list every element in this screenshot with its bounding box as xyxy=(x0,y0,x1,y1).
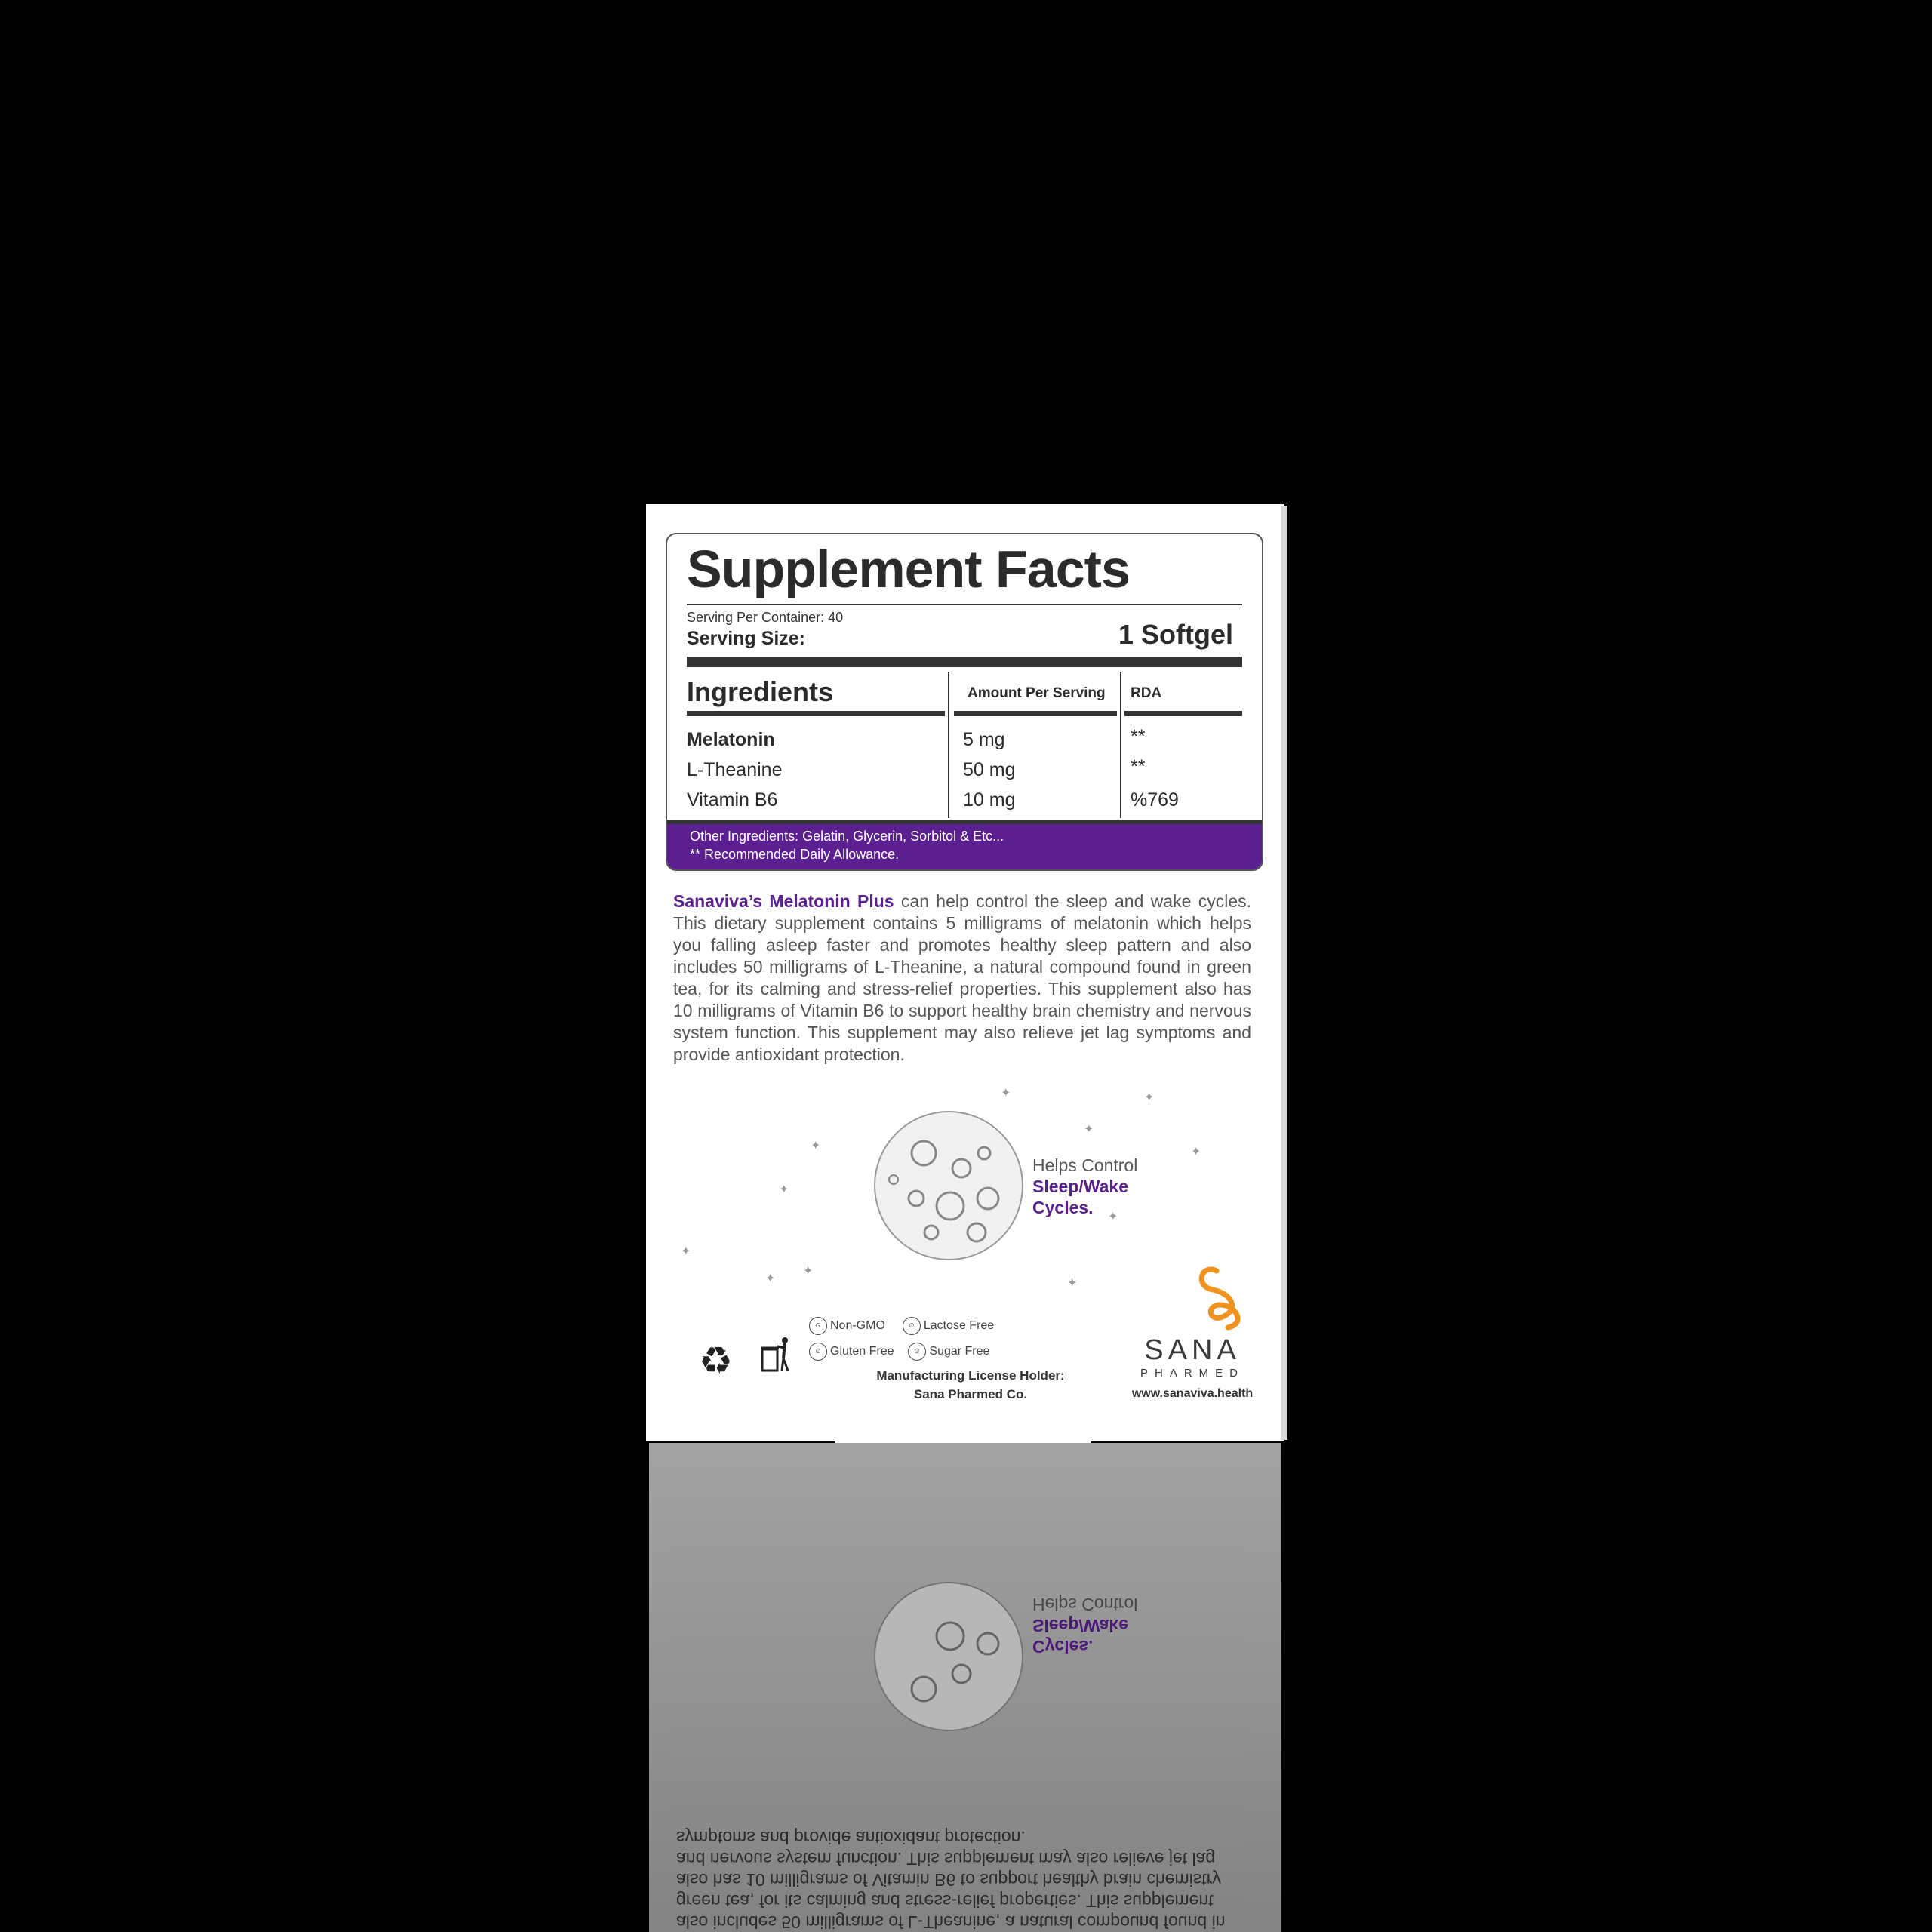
rda-header: RDA xyxy=(1131,685,1162,701)
divider-thick xyxy=(687,657,1242,667)
reflection-line: Helps Control xyxy=(1032,1595,1138,1614)
claim-line: Cycles. xyxy=(1032,1198,1094,1217)
gluten-free-icon: ∅ xyxy=(809,1343,827,1361)
claim-line: Sleep/Wake xyxy=(1032,1177,1128,1196)
star-icon: ✦ xyxy=(1084,1123,1094,1136)
serving-size-label: Serving Size: xyxy=(687,628,805,649)
reflection-claim xyxy=(1032,1594,1137,1657)
reflection-text: green tea, for its calming and stress-relief properties. This supplement xyxy=(676,1891,1214,1911)
logo-word: SANA xyxy=(1144,1334,1241,1366)
ingredient-rda: %769 xyxy=(1131,789,1179,811)
sana-pharmed-logo xyxy=(1126,1319,1259,1401)
ingredient-name: Melatonin xyxy=(687,729,775,750)
star-icon: ✦ xyxy=(811,1140,821,1152)
reflection-text: also has 10 milligrams of Vitamin B6 to support healthy brain chemistry xyxy=(676,1870,1221,1890)
badge-row xyxy=(809,1313,994,1339)
product-description xyxy=(673,891,1251,1066)
star-icon: ✦ xyxy=(1191,1146,1201,1158)
ingredient-amount: 10 mg xyxy=(963,789,1016,811)
reflection-text: also includes 50 milligrams of L-Theanine, a natural compound found in xyxy=(676,1912,1226,1932)
col-rule xyxy=(1124,711,1242,716)
manufacturer-info xyxy=(872,1366,1069,1404)
ingredient-amount: 5 mg xyxy=(963,729,1005,750)
star-icon: ✦ xyxy=(681,1245,691,1258)
badges xyxy=(809,1313,994,1364)
badge-row xyxy=(809,1339,994,1364)
description-text: can help control the sleep and wake cycles. This dietary supplement contains 5 milligrams of melatonin which helps you falling asleep faster and promotes healthy sleep pattern and also includes 50 milligrams of L-Theanine, a natural compound found in green tea, for its calming and stress-relief properties. This supplement also has 10 milligrams of Vitamin B6 to support healthy brain chemistry and nervous system function. This supplement may also relieve jet lag symptoms and provide antioxidant protection. xyxy=(673,891,1251,1064)
rda-note: ** Recommended Daily Allowance. xyxy=(690,847,900,862)
star-icon: ✦ xyxy=(803,1265,814,1278)
badge-label: Gluten Free xyxy=(830,1345,894,1358)
logo-subword: PHARMED xyxy=(1140,1367,1244,1380)
ingredients-header: Ingredients xyxy=(687,676,834,707)
serving-size-value: 1 Softgel xyxy=(1118,619,1233,650)
moon-reflection-illustration xyxy=(871,1579,1026,1734)
col-rule xyxy=(954,711,1117,716)
website: www.sanaviva.health xyxy=(1131,1387,1254,1400)
recycle-icon: ♻ xyxy=(699,1340,733,1382)
star-icon: ✦ xyxy=(1108,1211,1118,1223)
supplement-box-back xyxy=(646,504,1284,1441)
ingredient-rda: ** xyxy=(1131,756,1146,777)
divider xyxy=(687,604,1242,605)
ingredient-amount: 50 mg xyxy=(963,759,1016,780)
badge-label: Non-GMO xyxy=(830,1319,885,1332)
other-ingredients: Other Ingredients: Gelatin, Glycerin, Sorbitol & Etc... xyxy=(690,829,1004,844)
non-gmo-icon: G xyxy=(809,1317,827,1335)
star-icon: ✦ xyxy=(779,1183,789,1196)
reflection-text: and nervous system function. This supplement may also relieve jet lag xyxy=(676,1849,1216,1869)
badge-label: Sugar Free xyxy=(929,1345,990,1358)
box-side-edge xyxy=(1281,506,1287,1440)
reflection-line: Cycles. xyxy=(1032,1637,1094,1657)
badge-label: Lactose Free xyxy=(923,1319,995,1332)
box-reflection xyxy=(649,1443,1281,1932)
serving-per-container: Serving Per Container: 40 xyxy=(687,610,844,625)
claim-line: Helps Control xyxy=(1032,1155,1138,1175)
star-icon: ✦ xyxy=(1001,1087,1011,1100)
manufacturer-label: Manufacturing License Holder: xyxy=(876,1368,1065,1383)
brand-name: Sanaviva’s Melatonin Plus xyxy=(673,891,894,911)
star-icon: ✦ xyxy=(765,1272,776,1285)
column-divider xyxy=(948,672,949,818)
box-bottom-tab xyxy=(835,1425,1091,1443)
col-rule xyxy=(687,711,945,716)
supplement-facts-panel xyxy=(666,533,1263,871)
manufacturer-name: Sana Pharmed Co. xyxy=(913,1387,1028,1401)
claim-text xyxy=(1032,1155,1137,1218)
sugar-free-icon: ∅ xyxy=(908,1343,926,1361)
moon-illustration xyxy=(871,1108,1026,1263)
ingredient-name: L-Theanine xyxy=(687,759,783,780)
column-divider xyxy=(1120,672,1121,818)
reflection-line: Sleep/Wake xyxy=(1032,1616,1128,1635)
ingredient-name: Vitamin B6 xyxy=(687,789,778,811)
star-icon: ✦ xyxy=(1144,1091,1155,1104)
other-ingredients-band xyxy=(667,820,1262,869)
divider xyxy=(667,820,1262,824)
facts-title: Supplement Facts xyxy=(687,540,1130,598)
lactose-free-icon: ∅ xyxy=(903,1317,921,1335)
amount-header: Amount Per Serving xyxy=(968,685,1106,701)
star-icon: ✦ xyxy=(1067,1277,1078,1290)
logo-mark-icon xyxy=(1186,1263,1254,1331)
reflection-text: symptoms and provide antioxidant protection. xyxy=(676,1828,1026,1847)
tidy-man-bin-icon xyxy=(759,1336,792,1374)
ingredient-rda: ** xyxy=(1131,726,1146,747)
